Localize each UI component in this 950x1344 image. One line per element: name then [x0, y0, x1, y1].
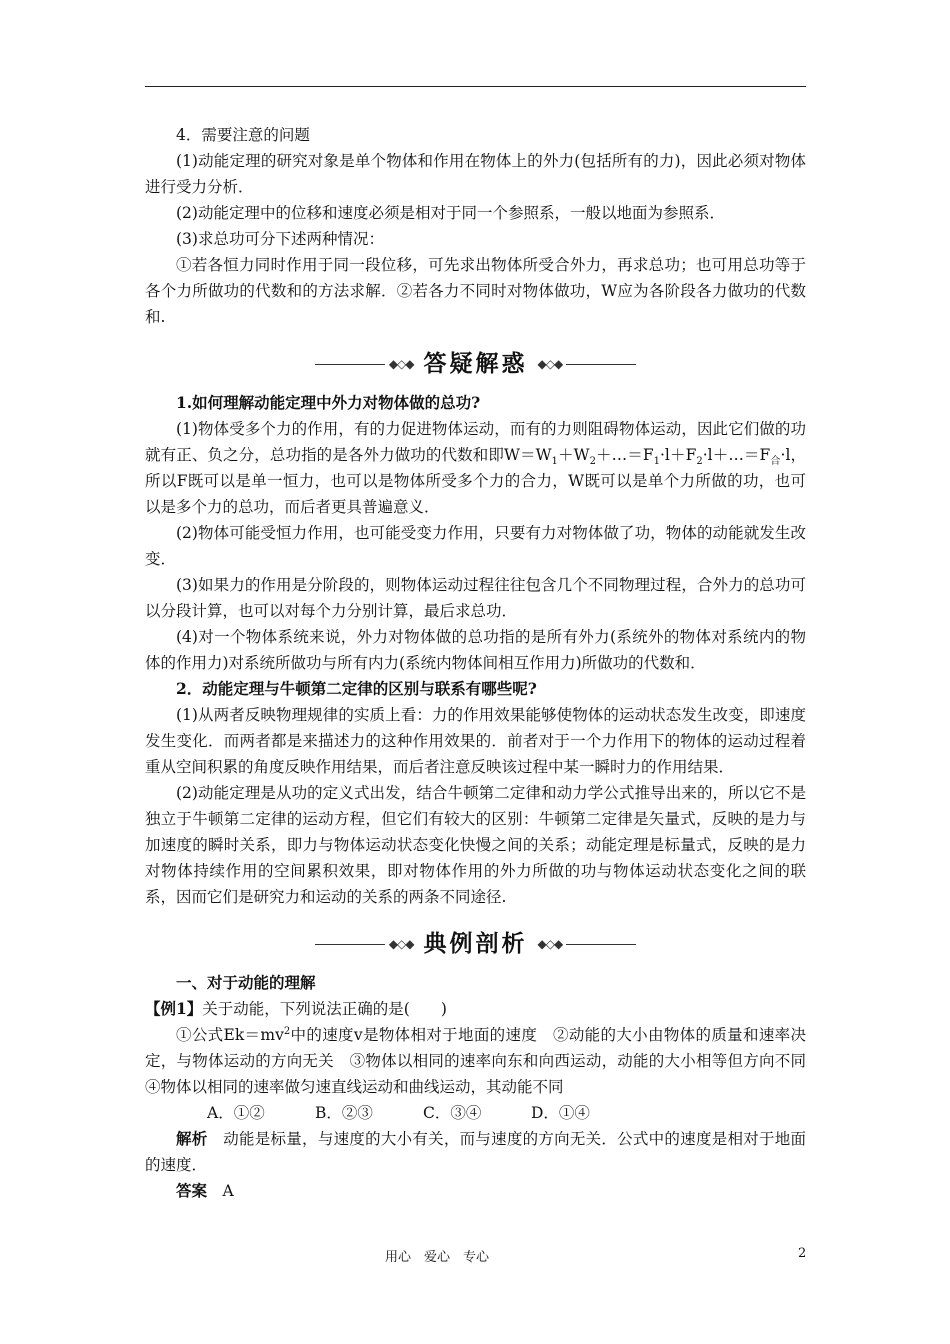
banner-rule-left — [315, 364, 385, 365]
paragraph: (2)动能定理是从功的定义式出发，结合牛顿第二定律和动力学公式推导出来的，所以它不是独立于牛顿第二定律的运动方程，但它们有较大的区别：牛顿第二定律是矢量式，反映的是力与加速度的瞬时关系，即力与物体运动状态变化快慢之间的关系；动能定理是标量式，反映的是力对物体持续作用的空间累积效果，即对物体作用的外力所做的功与物体运动状态变化之间的联系，因而它们是研究力和运动的关系的两条不同途径. — [145, 784, 806, 906]
banner-title: 答疑解惑 — [423, 351, 528, 377]
option-a: A．①② — [207, 1104, 265, 1122]
example-label: 【例1】 — [145, 999, 203, 1018]
example-statements: ①公式$Ek=mv^2$中的速度v是物体相对于地面的速度 ②动能的大小由物体的质量和速率决定，与物体运动的方向无关 ③物体以相同的速率向东和向西运动，动能的大小相等但方向不同 ④物体以相同的速率做匀速直线运动和曲线运动，其动能不同 — [145, 1025, 822, 1096]
banner-rule-right — [566, 364, 636, 365]
page-footer — [0, 1246, 950, 1270]
paragraph: (1)物体受多个力的作用，有的力促进物体运动，而有的力则阻碍物体运动，因此它们做的功就有正、负之分，总功指的是各外力做功的代数和即$W=W_1+W_2+\dots=F_1\cdot l+F_2\cdot l+\dots=F_合\cdot l$，所以F既可以是单一恒力，也可以是物体所受多个力的合力，W既可以是单个力所做的功，也可以是多个力的总功，而后者更具普遍意义． — [145, 420, 807, 516]
ornament-icon: ◆◇◆ — [388, 357, 414, 371]
paragraph: (4)对一个物体系统来说，外力对物体做的总功指的是所有外力(系统外的物体对系统内的物体的作用力)对系统所做功与所有内力(系统内物体间相互作用力)所做功的代数和． — [145, 628, 806, 672]
paragraph: (2)物体可能受恒力作用，也可能受变力作用，只要有力对物体做了功，物体的动能就发生改变． — [145, 524, 806, 568]
footer-motto: 用心 爱心 专心 — [385, 1250, 490, 1265]
ornament-icon: ◆◇◆ — [537, 937, 563, 951]
banner-title: 典例剖析 — [423, 931, 528, 957]
analysis-label: 解析 — [176, 1129, 208, 1148]
option-d: D．①④ — [531, 1104, 590, 1122]
section-banner-qa — [145, 338, 806, 390]
paragraph: (1)动能定理的研究对象是单个物体和作用在物体上的外力(包括所有的力)，因此必须对物体进行受力分析． — [145, 152, 806, 196]
banner-rule-right — [566, 944, 636, 945]
answer-label: 答案 — [176, 1181, 208, 1200]
ornament-icon: ◆◇◆ — [388, 937, 414, 951]
paragraph: (3)求总功可分下述两种情况： — [176, 230, 384, 248]
header-rule — [145, 86, 806, 87]
paragraph: (1)从两者反映物理规律的实质上看：力的作用效果能够使物体的运动状态发生改变，即速度发生变化．而两者都是来描述力的这种作用效果的．前者对于一个力作用下的物体的运动过程着重从空间积累的角度反映作用结果，而后者注意反映该过程中某一瞬时力的作用结果． — [145, 706, 806, 776]
paragraph: (2)动能定理中的位移和速度必须是相对于同一个参照系，一般以地面为参照系． — [176, 204, 725, 222]
paragraph: ①若各恒力同时作用于同一段位移，可先求出物体所受合外力，再求总功；也可用总功等于各个力所做功的代数和的方法求解．②若各力不同时对物体做功，W应为各阶段各力做功的代数和. — [145, 256, 806, 326]
example-section-title: 一、对于动能的理解 — [176, 973, 316, 992]
paragraph: (3)如果力的作用是分阶段的，则物体运动过程往往包含几个不同物理过程，合外力的总功可以分段计算，也可以对每个力分别计算，最后求总功． — [145, 576, 806, 620]
example-question: 【例1】关于动能，下列说法正确的是( ) — [145, 999, 447, 1018]
option-b: B．②③ — [315, 1104, 373, 1122]
page-number: 2 — [798, 1246, 807, 1261]
section-heading: 4．需要注意的问题 — [176, 126, 310, 144]
banner-rule-left — [315, 944, 385, 945]
option-c: C．③④ — [423, 1104, 482, 1122]
answer: 答案 A — [176, 1181, 234, 1200]
ornament-icon: ◆◇◆ — [537, 357, 563, 371]
question-heading: 2．动能定理与牛顿第二定律的区别与联系有哪些呢? — [176, 679, 537, 698]
answer-options — [145, 1100, 806, 1126]
section-banner-examples — [145, 918, 806, 970]
question-heading: 1.如何理解动能定理中外力对物体做的总功? — [176, 393, 481, 412]
analysis: 解析 动能是标量，与速度的大小有关，而与速度的方向无关．公式中的速度是相对于地面的速度． — [145, 1129, 806, 1174]
page-content — [145, 122, 822, 1204]
